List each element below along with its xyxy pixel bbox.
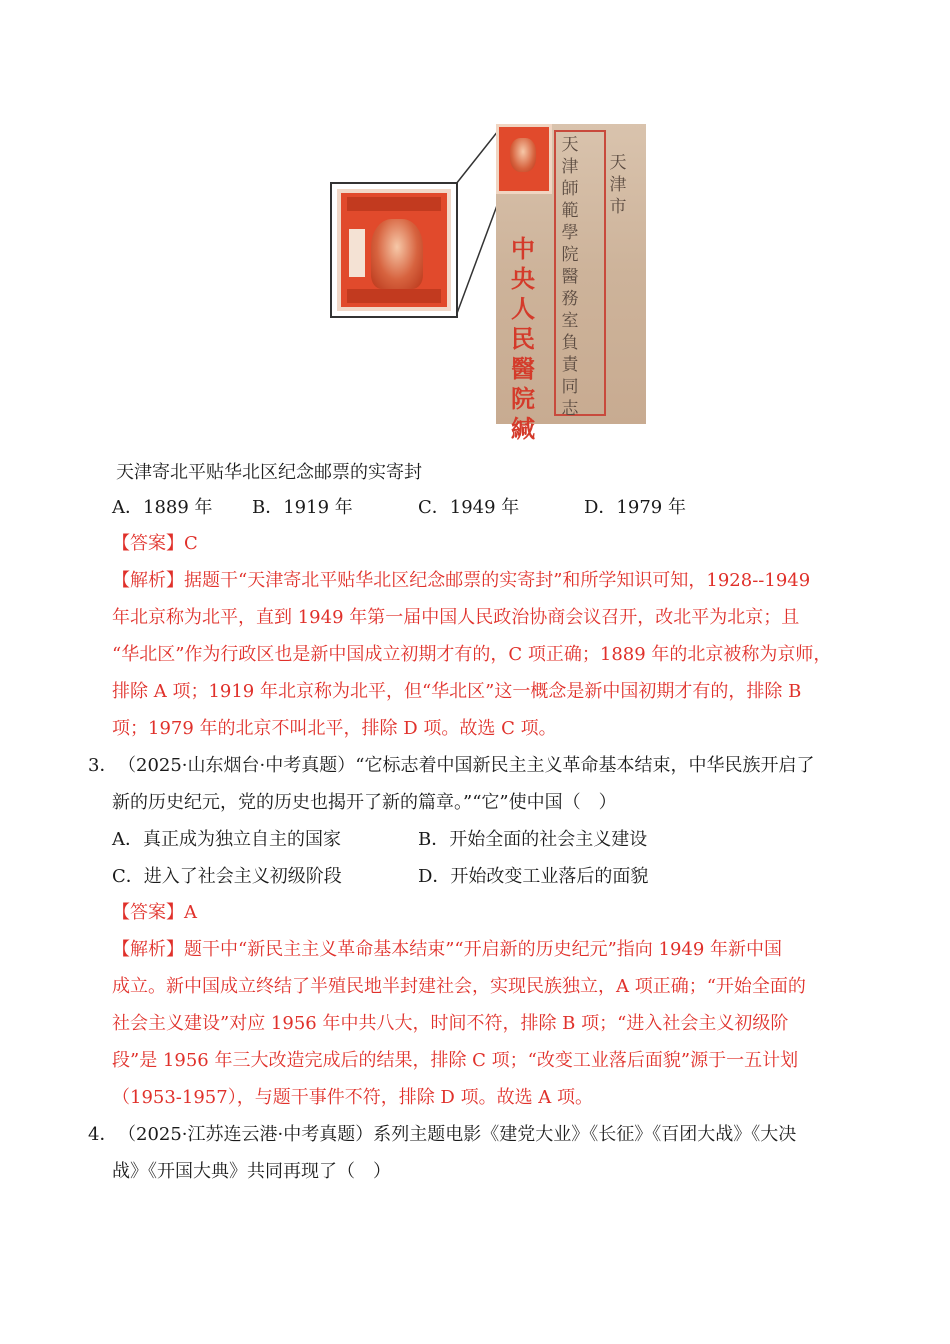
- envelope-stamp: [496, 124, 552, 194]
- q2-answer: 【答案】C: [112, 533, 198, 554]
- q3-option-a: A．真正成为独立自主的国家: [112, 829, 341, 850]
- envelope-figure: [330, 122, 648, 443]
- q3-analysis-line: 社会主义建设”对应 1956 年中共八大，时间不符，排除 B 项；“进入社会主义初级阶: [112, 1013, 789, 1034]
- q2-analysis-line: “华北区”作为行政区也是新中国成立初期才有的，C 项正确；1889 年的北京被称为京师，: [112, 644, 832, 665]
- q4-number: 4．: [88, 1124, 118, 1145]
- q2-analysis-line: 年北京称为北平，直到 1949 年第一届中国人民政治协商会议召开，改北平为北京；且: [112, 607, 800, 628]
- q3-number: 3．: [88, 755, 118, 776]
- q3-stem-line: （2025·山东烟台·中考真题）“它标志着中国新民主主义革命基本结束，中华民族开启了: [118, 755, 815, 776]
- envelope-stamp-portrait: [510, 138, 536, 172]
- q4-stem-line: （2025·江苏连云港·中考真题）系列主题电影《建党大业》《长征》《百团大战》《大决: [118, 1124, 797, 1145]
- q2-option-d: D．1979 年: [584, 497, 686, 518]
- q2-analysis-line: 【解析】据题干“天津寄北平贴华北区纪念邮票的实寄封”和所学知识可知，1928--1949: [112, 570, 811, 591]
- q2-analysis-line: 排除 A 项；1919 年北京称为北平，但“华北区”这一概念是新中国初期才有的，排除 B: [112, 681, 802, 702]
- q2-analysis-line: 项；1979 年的北京不叫北平，排除 D 项。故选 C 项。: [112, 718, 557, 739]
- envelope-photo: [496, 124, 646, 443]
- hospital-seal-text: 中央人民醫院緘: [511, 234, 535, 443]
- city-handwriting: 天津市: [609, 153, 627, 217]
- stamp-portrait: [371, 219, 423, 289]
- address-handwriting: 天津師範學院醫務室負責同志: [561, 135, 579, 419]
- q4-stem-line: 战》《开国大典》共同再现了（ ）: [112, 1161, 391, 1182]
- q3-answer: 【答案】A: [112, 902, 197, 923]
- stamp-artwork: [337, 189, 451, 311]
- q3-option-c: C．进入了社会主义初级阶段: [112, 866, 342, 887]
- figure-caption: 天津寄北平贴华北区纪念邮票的实寄封: [116, 462, 422, 483]
- q2-option-c: C．1949 年: [418, 497, 520, 518]
- q3-analysis-line: （1953-1957），与题干事件不符，排除 D 项。故选 A 项。: [112, 1087, 594, 1108]
- q3-analysis-line: 成立。新中国成立终结了半殖民地半封建社会，实现民族独立，A 项正确；“开始全面的: [112, 976, 806, 997]
- q2-option-a: A．1889 年: [112, 497, 213, 518]
- q3-option-b: B．开始全面的社会主义建设: [418, 829, 648, 850]
- stamp-top-band: [347, 197, 441, 211]
- q3-analysis-line: 段”是 1956 年三大改造完成后的结果，排除 C 项；“改变工业落后面貌”源于一五计划: [112, 1050, 799, 1071]
- q2-option-b: B．1919 年: [252, 497, 353, 518]
- q3-stem-line: 新的历史纪元，党的历史也揭开了新的篇章。”“它”使中国（ ）: [112, 792, 617, 813]
- q3-analysis-line: 【解析】题干中“新民主主义革命基本结束”“开启新的历史纪元”指向 1949 年新中国: [112, 939, 783, 960]
- stamp-bottom-band: [347, 289, 441, 303]
- q3-option-d: D．开始改变工业落后的面貌: [418, 866, 649, 887]
- stamp-zoom-image: [330, 182, 458, 318]
- stamp-value-panel: [349, 229, 365, 277]
